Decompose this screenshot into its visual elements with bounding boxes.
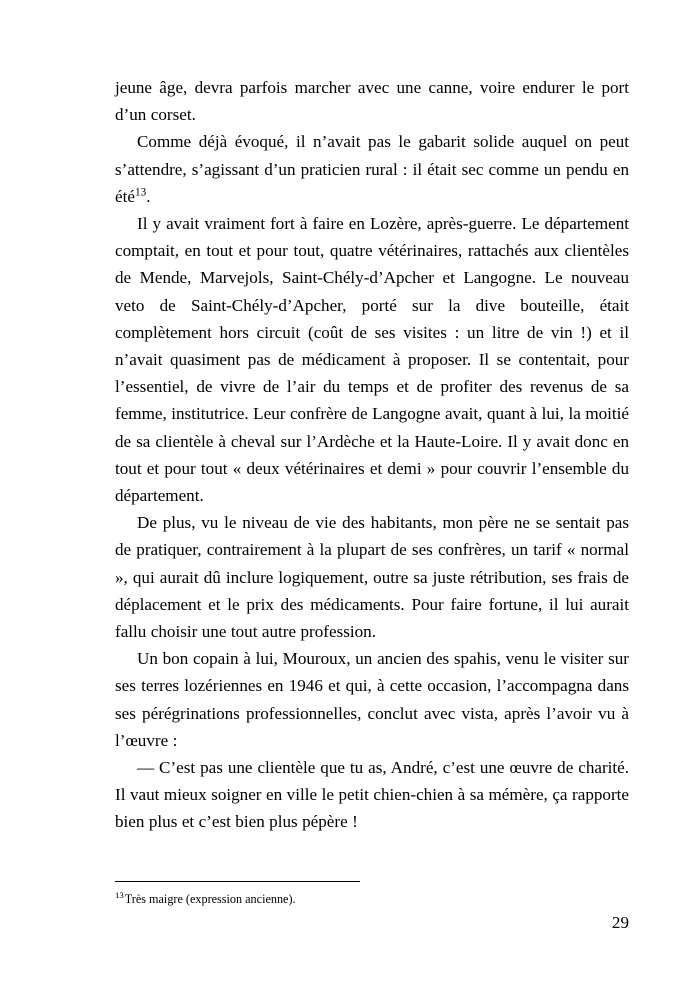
paragraph-2-text-tail: .	[146, 186, 151, 206]
paragraph-3: Il y avait vraiment fort à faire en Lozère, après-guerre. Le département comptait, en tout et pour tout, quatre vétérinaires, rattachés aux clientèles de Mende, Marvejols, Saint-Chély-d’Apcher et Langogne. Le nouveau veto de Saint-Chély-d’Apcher, porté sur la dive bouteille, était complètement hors circuit (coût de ses visites : un litre de vin !) et il n’avait quasiment pas de médicament à proposer. Il se contentait, pour l’essentiel, de vivre de l’air du temps et de profiter des revenus de sa femme, institutrice. Leur confrère de Langogne avait, quant à lui, la moitié de sa clientèle à cheval sur l’Ardèche et la Haute-Loire. Il y avait donc en tout et pour tout « deux vétérinaires et demi » pour couvrir l’ensemble du département.	[115, 214, 629, 506]
footnote-separator-rule	[115, 881, 360, 882]
paragraph-1: jeune âge, devra parfois marcher avec une canne, voire endurer le port d’un corset.	[115, 78, 629, 125]
footnote-area	[115, 881, 629, 907]
page-number: 29	[611, 913, 629, 932]
footnote-entry	[115, 891, 629, 907]
paragraph-2	[115, 128, 629, 210]
footnote-body-text: Très maigre (expression ancienne).	[124, 892, 296, 906]
paragraph-2-text: Comme déjà évoqué, il n’avait pas le gabarit solide auquel on peut s’attendre, s’agissant d’un praticien rural : il était sec comme un pendu en été	[115, 132, 629, 206]
paragraph-6-dialogue: — C’est pas une clientèle que tu as, André, c’est une œuvre de charité. Il vaut mieux soigner en ville le petit chien-chien à sa mémère, ça rapporte bien plus et c’est bien plus pépère !	[115, 758, 629, 832]
body-text-block	[115, 74, 629, 836]
footnote-reference-13[interactable]: 13	[134, 186, 147, 199]
paragraph-4: De plus, vu le niveau de vie des habitants, mon père ne se sentait pas de pratiquer, contrairement à la plupart de ses confrères, un tarif « normal », qui aurait dû inclure logiquement, outre sa juste rétribution, ses frais de déplacement et le prix des médicaments. Pour faire fortune, il lui aurait fallu choisir une tout autre profession.	[115, 513, 629, 642]
footnote-number: 13	[115, 889, 124, 900]
paragraph-5: Un bon copain à lui, Mouroux, un ancien des spahis, venu le visiter sur ses terres lozériennes en 1946 et qui, à cette occasion, l’accompagna dans ses pérégrinations professionnelles, conclut avec vista, après l’avoir vu à l’œuvre :	[115, 649, 629, 750]
